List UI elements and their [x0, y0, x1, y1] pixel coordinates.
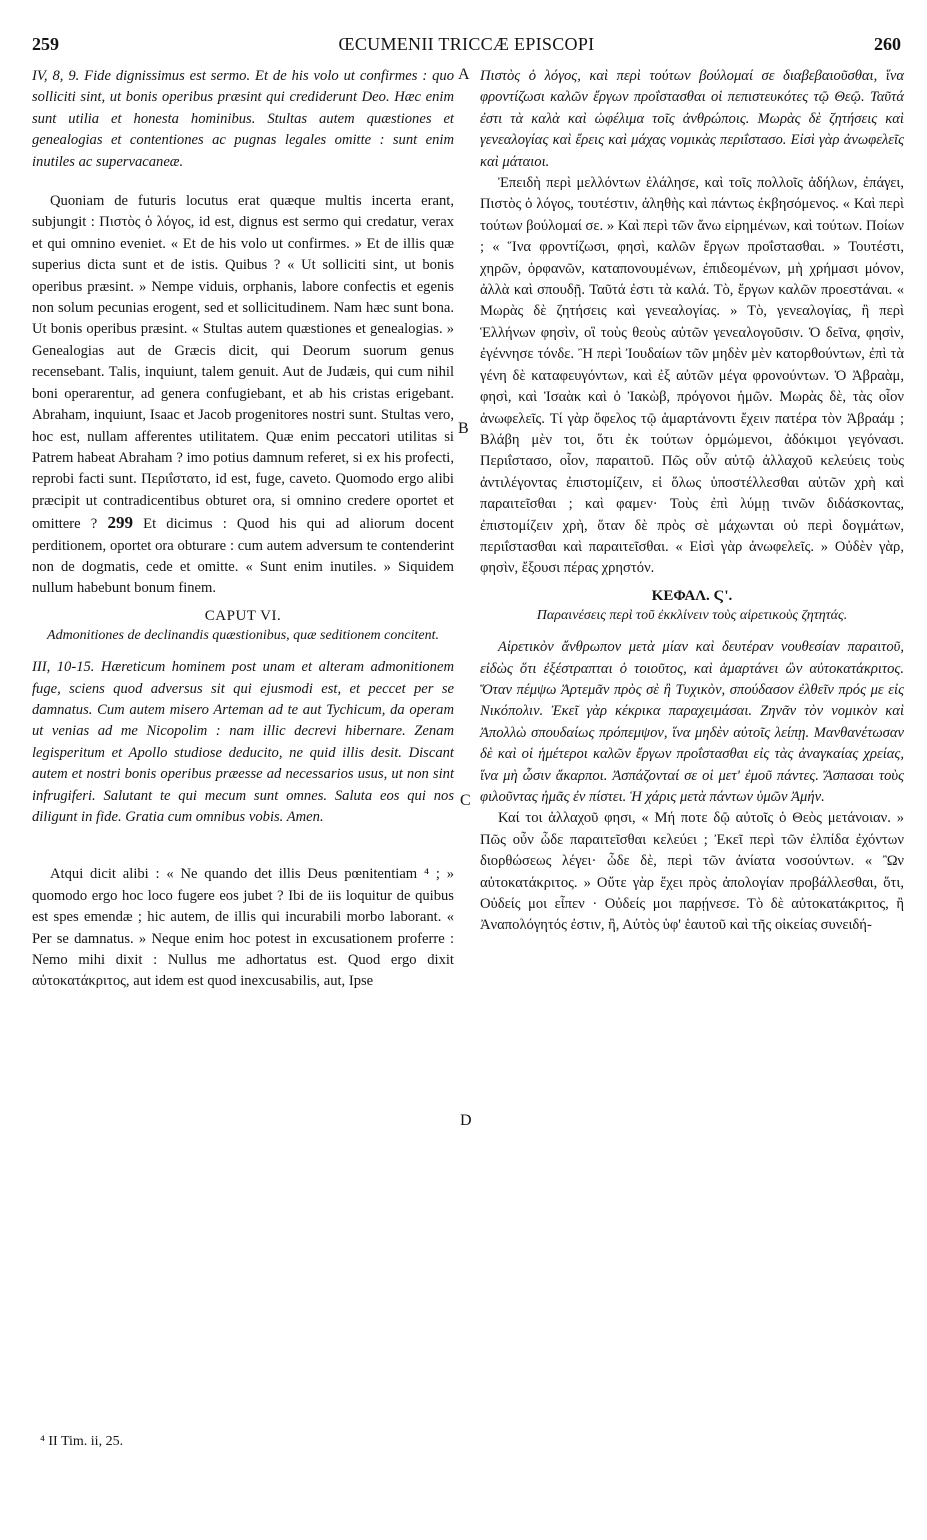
margin-marker-d: D	[460, 1112, 472, 1129]
footnote: ⁴ II Tim. ii, 25.	[40, 1434, 124, 1449]
latin-verse-intro: IV, 8, 9. Fide dignissimus est sermo. Et de his volo ut confirmes : quo solliciti sint, ut bonis operibus præsint qui crediderunt Deo. Hæc enim sunt utilia et honesta hominibus. Stultas autem quæstiones et genealogias et contentiones ac pugnas legales omitte : sunt enim inutiles ac supervacaneæ.	[32, 68, 454, 170]
greek-column	[480, 66, 904, 937]
greek-commentary-2: Καί τοι ἀλλαχοῦ φησι, « Μή ποτε δῷ αὐτοῖς ὁ Θεὸς μετάνοιαν. » Πῶς οὖν ὧδε παραιτεῖσθαι κελεύει ; Ἐκεῖ περὶ τῶν ἐλπίδα ἐχόντων διορθώσεως λέγει· ὧδε δὲ, περὶ τῶν ἀνίατα νοσούντων. « Ὢν αὐτοκατάκριτος. » Οὔτε γὰρ ἔχει πρὸς ἀπολογίαν προβάλλεσθαι, ὅτι, Οὐδείς μοι εἶπεν · Οὐδείς μοι παρῄνεσε. Τὸ δὲ αὐτοκατάκριτος, ἢ Ἀναπολόγητός ἐστιν, ἢ, Αὐτὸς ὑφ' ἑαυτοῦ καὶ τῆς οἰκείας συνειδή-	[480, 810, 904, 934]
running-title: ŒCUMENII TRICCÆ EPISCOPI	[338, 34, 595, 54]
margin-marker-c: C	[460, 792, 471, 809]
left-page-number: 259	[32, 34, 59, 54]
latin-commentary-1a: Quoniam de futuris locutus erat quæque multis incerta erant, subjungit : Πιστὸς ὁ λόγος, id est, dignus est sermo qui credatur, verax et qui omnino eveniet. « Et de his volo ut confirmes. » Et de illis quæ superius dicta sunt et de istis. Quibus ? « Ut solliciti sint, ut bonis operibus præsint. » Nempe viduis, orphanis, labore confectis et egenis non solum pecunias erogent, sed et sollicitudinem. Nam hæc sunt bona. Ut bonis operibus præsint. « Stultas autem quæstiones et genealogias. » Genealogias aut de Græcis dicit, qui Deorum suorum genus recensebant. Talis, inquiunt, talem genuit. Aut de Judæis, qui cum nihil boni operarentur, ad genera confugiebant, et ab his cristas erigebant. Abraham, inquiunt, Isaac et Jacob progenitores nostri sunt. Stultas vero, hoc est, nullam afferentes utilitatem. Quæ enim peccatori utilitas si Patrem habeat Abraham ? imo potius damnum referet, si ex his profecti, reprobi facti sunt. Περιΐστατο, id est, fuge, caveto. Quomodo ergo alibi præcipit ut contradicentibus obturet ora, si omnino credere oportet et omittere ?	[32, 193, 454, 533]
greek-verse-intro: Πιστὸς ὁ λόγος, καὶ περὶ τούτων βούλομαί σε διαβεβαιοῦσθαι, ἵνα φροντίζωσι καλῶν ἔργων προΐστασθαι οἱ πεπιστευκότες τῷ Θεῷ. Ταῦτά ἐστι τὰ καλὰ καὶ ὠφέλιμα τοῖς ἀνθρώποις. Μωρὰς δὲ ζητήσεις καὶ γενεαλογίας καὶ ἔρεις καὶ μάχας νομικὰς περιΐστασο. Εἰσὶ γὰρ ἀνωφελεῖς καὶ μάταιοι.	[480, 68, 904, 170]
kephal-subtitle: Παραινέσεις περὶ τοῦ ἐκκλίνειν τοὺς αἱρετικοὺς ζητητάς.	[536, 608, 848, 624]
page-header	[32, 34, 901, 60]
caput-subtitle: Admonitiones de declinandis quæstionibus, quæ seditionem concitent.	[47, 628, 439, 644]
caput-heading: CAPUT VI.	[204, 607, 282, 624]
latin-verse-2: III, 10-15. Hæreticum hominem post unam et alteram admonitionem fuge, sciens quod adversus sit qui ejusmodi est, et peccet per se damnatus. Cum autem misero Arteman ad te aut Tychicum, da operam ut venias ad me Nicopolim : nam illic decrevi hibernare. Zenam legisperitum et Apollo studiose deducito, ne quid illis desit. Discant autem et nostri bonis operibus præesse ad necessarios usus, ut non sint infrugiferi. Salutant te qui mecum sunt omnes. Saluta eos qui nos diligunt in fide. Gratia cum omnibus vobis. Amen.	[32, 659, 454, 825]
latin-column	[32, 66, 454, 993]
margin-marker-a: A	[458, 66, 470, 83]
latin-commentary-2: Atqui dicit alibi : « Ne quando det illis Deus pœnitentiam ⁴ ; » quomodo ergo hoc loco fugere eos jubet ? Ibi de iis loquitur de quibus est spes emendæ ; hic autem, de illis qui incurabili morbo laborant. « Per se damnatus. » Neque enim hoc potest in excusationem proferre : Nemo mihi dixit : Nullus me adhortatus est. Quod ergo dixit αὐτοκατάκριτος, aut idem est quod inexcusabilis, aut, Ipse	[32, 866, 454, 990]
right-page-number: 260	[874, 34, 901, 54]
margin-marker-b: B	[458, 420, 469, 437]
latin-commentary-1b: Et dicimus : Quod his qui ad aliorum docent perditionem, oportet ora obturare : cum autem adversum te contenderint non de dogmatis, cede et omitte. « Sunt enim inutiles. » Siquidem nullum habebunt bonum finem.	[32, 516, 454, 597]
greek-verse-2: Αἱρετικὸν ἄνθρωπον μετὰ μίαν καὶ δευτέραν νουθεσίαν παραιτοῦ, εἰδὼς ὅτι ἐξέστραπται ὁ τοιοῦτος, καὶ ἁμαρτάνει ὢν αὐτοκατάκριτος. Ὅταν πέμψω Ἀρτεμᾶν πρὸς σὲ ἢ Τυχικὸν, σπούδασον ἐλθεῖν πρός με εἰς Νικόπολιν. Ἐκεῖ γὰρ κέκρικα παραχειμάσαι. Ζηνᾶν τὸν νομικὸν καὶ Ἀπολλὼ σπουδαίως πρόπεμψον, ἵνα μηδὲν αὐτοῖς λείπῃ. Μανθανέτωσαν δὲ καὶ οἱ ἡμέτεροι καλῶν ἔργων προΐστασθαι εἰς τὰς ἀναγκαίας χρείας, ἵνα μὴ ὦσιν ἄκαρποι. Ἀσπάζονταί σε οἱ μετ' ἐμοῦ πάντες. Ἄσπασαι τοὺς φιλοῦντας ἡμᾶς ἐν πίστει. Ἡ χάρις μετὰ πάντων ὑμῶν Ἀμήν.	[480, 639, 904, 805]
inline-page-number: 299	[107, 513, 133, 533]
greek-commentary-1: Ἐπειδὴ περὶ μελλόντων ἐλάλησε, καὶ τοῖς πολλοῖς ἀδήλων, ἐπάγει, Πιστὸς ὁ λόγος, τουτέστιν, ἀληθὴς καὶ πάντως ἐκβησόμενος. « Καὶ περὶ τούτων βούλομαί σε. » Καὶ περὶ τῶν ἄνω εἰρημένων, καὶ τούτων. Ποίων ; « Ἵνα φροντίζωσι, φησὶ, καλῶν ἔργων προΐστασθαι. » Τουτέστι, χηρῶν, ὀρφανῶν, καταπονουμένων, ἐπιδεομένων, μὴ χρήμασι μόνον, ἀλλὰ καὶ σπουδῇ. Ταῦτά ἐστι τὰ καλά. Τὸ, ἔργων καλῶν προεστάναι. « Μωρὰς δὲ ζητήσεις καὶ γενεαλογίας. » Τὸ, γενεαλογίας, ἢ περὶ Ἑλλήνων φησὶν, οἳ τοὺς θεοὺς αὐτῶν γενεαλογοῦσιν. Ὁ δεῖνα, φησὶν, ἐγέννησε τόνδε. Ἢ περὶ Ἰουδαίων τῶν μηδὲν μὲν κατορθούντων, ἐπὶ τὰ γένη δὲ καταφευγόντων, καὶ ἐξ αὐτῶν μέγα φρονούντων. Ὁ Ἀβραὰμ, φησὶ, καὶ Ἰσαὰκ καὶ ὁ Ἰακὼβ, πρόγονοι ἡμῶν. Μωρὰς δὲ, τὰς οἷον ἀνωφελεῖς. Τί γὰρ ὄφελος τῷ ἁμαρτάνοντι ἔχειν πατέρα τὸν Ἀβραάμ ; Βλάβη μὲν τοι, ὅτι ἐκ τούτων ὁρμώμενοι, ἀδόκιμοι γεγόνασι. Περιΐστασο, οἷον, παραιτοῦ. Πῶς οὖν αὐτῷ ἀλλαχοῦ κελεύεις τοὺς ἀντιλέγοντας ἐπιστομίζειν, εἰ ὅλως ὑποστέλλεσθαι αὐτῶν χρὴ καὶ παραιτεῖσθαι ; καὶ φαμεν· Τοὺς ἐπὶ λύμῃ τινῶν διδάσκοντας, ἐπιστομίζειν χρὴ, ὅταν δὲ πρὸς σὲ μάχωνται οὐ περὶ δογμάτων, περιΐστασθαι καὶ παραιτεῖσθαι. « Εἰσὶ γὰρ ἀνωφελεῖς. » Οὐδὲν γὰρ, φησὶν, ἔξουσι πέρας χρηστόν.	[480, 175, 904, 577]
latin-commentary-1	[32, 191, 454, 600]
kephal-heading: ΚΕΦΑΛ. Ϛ'.	[651, 587, 733, 604]
